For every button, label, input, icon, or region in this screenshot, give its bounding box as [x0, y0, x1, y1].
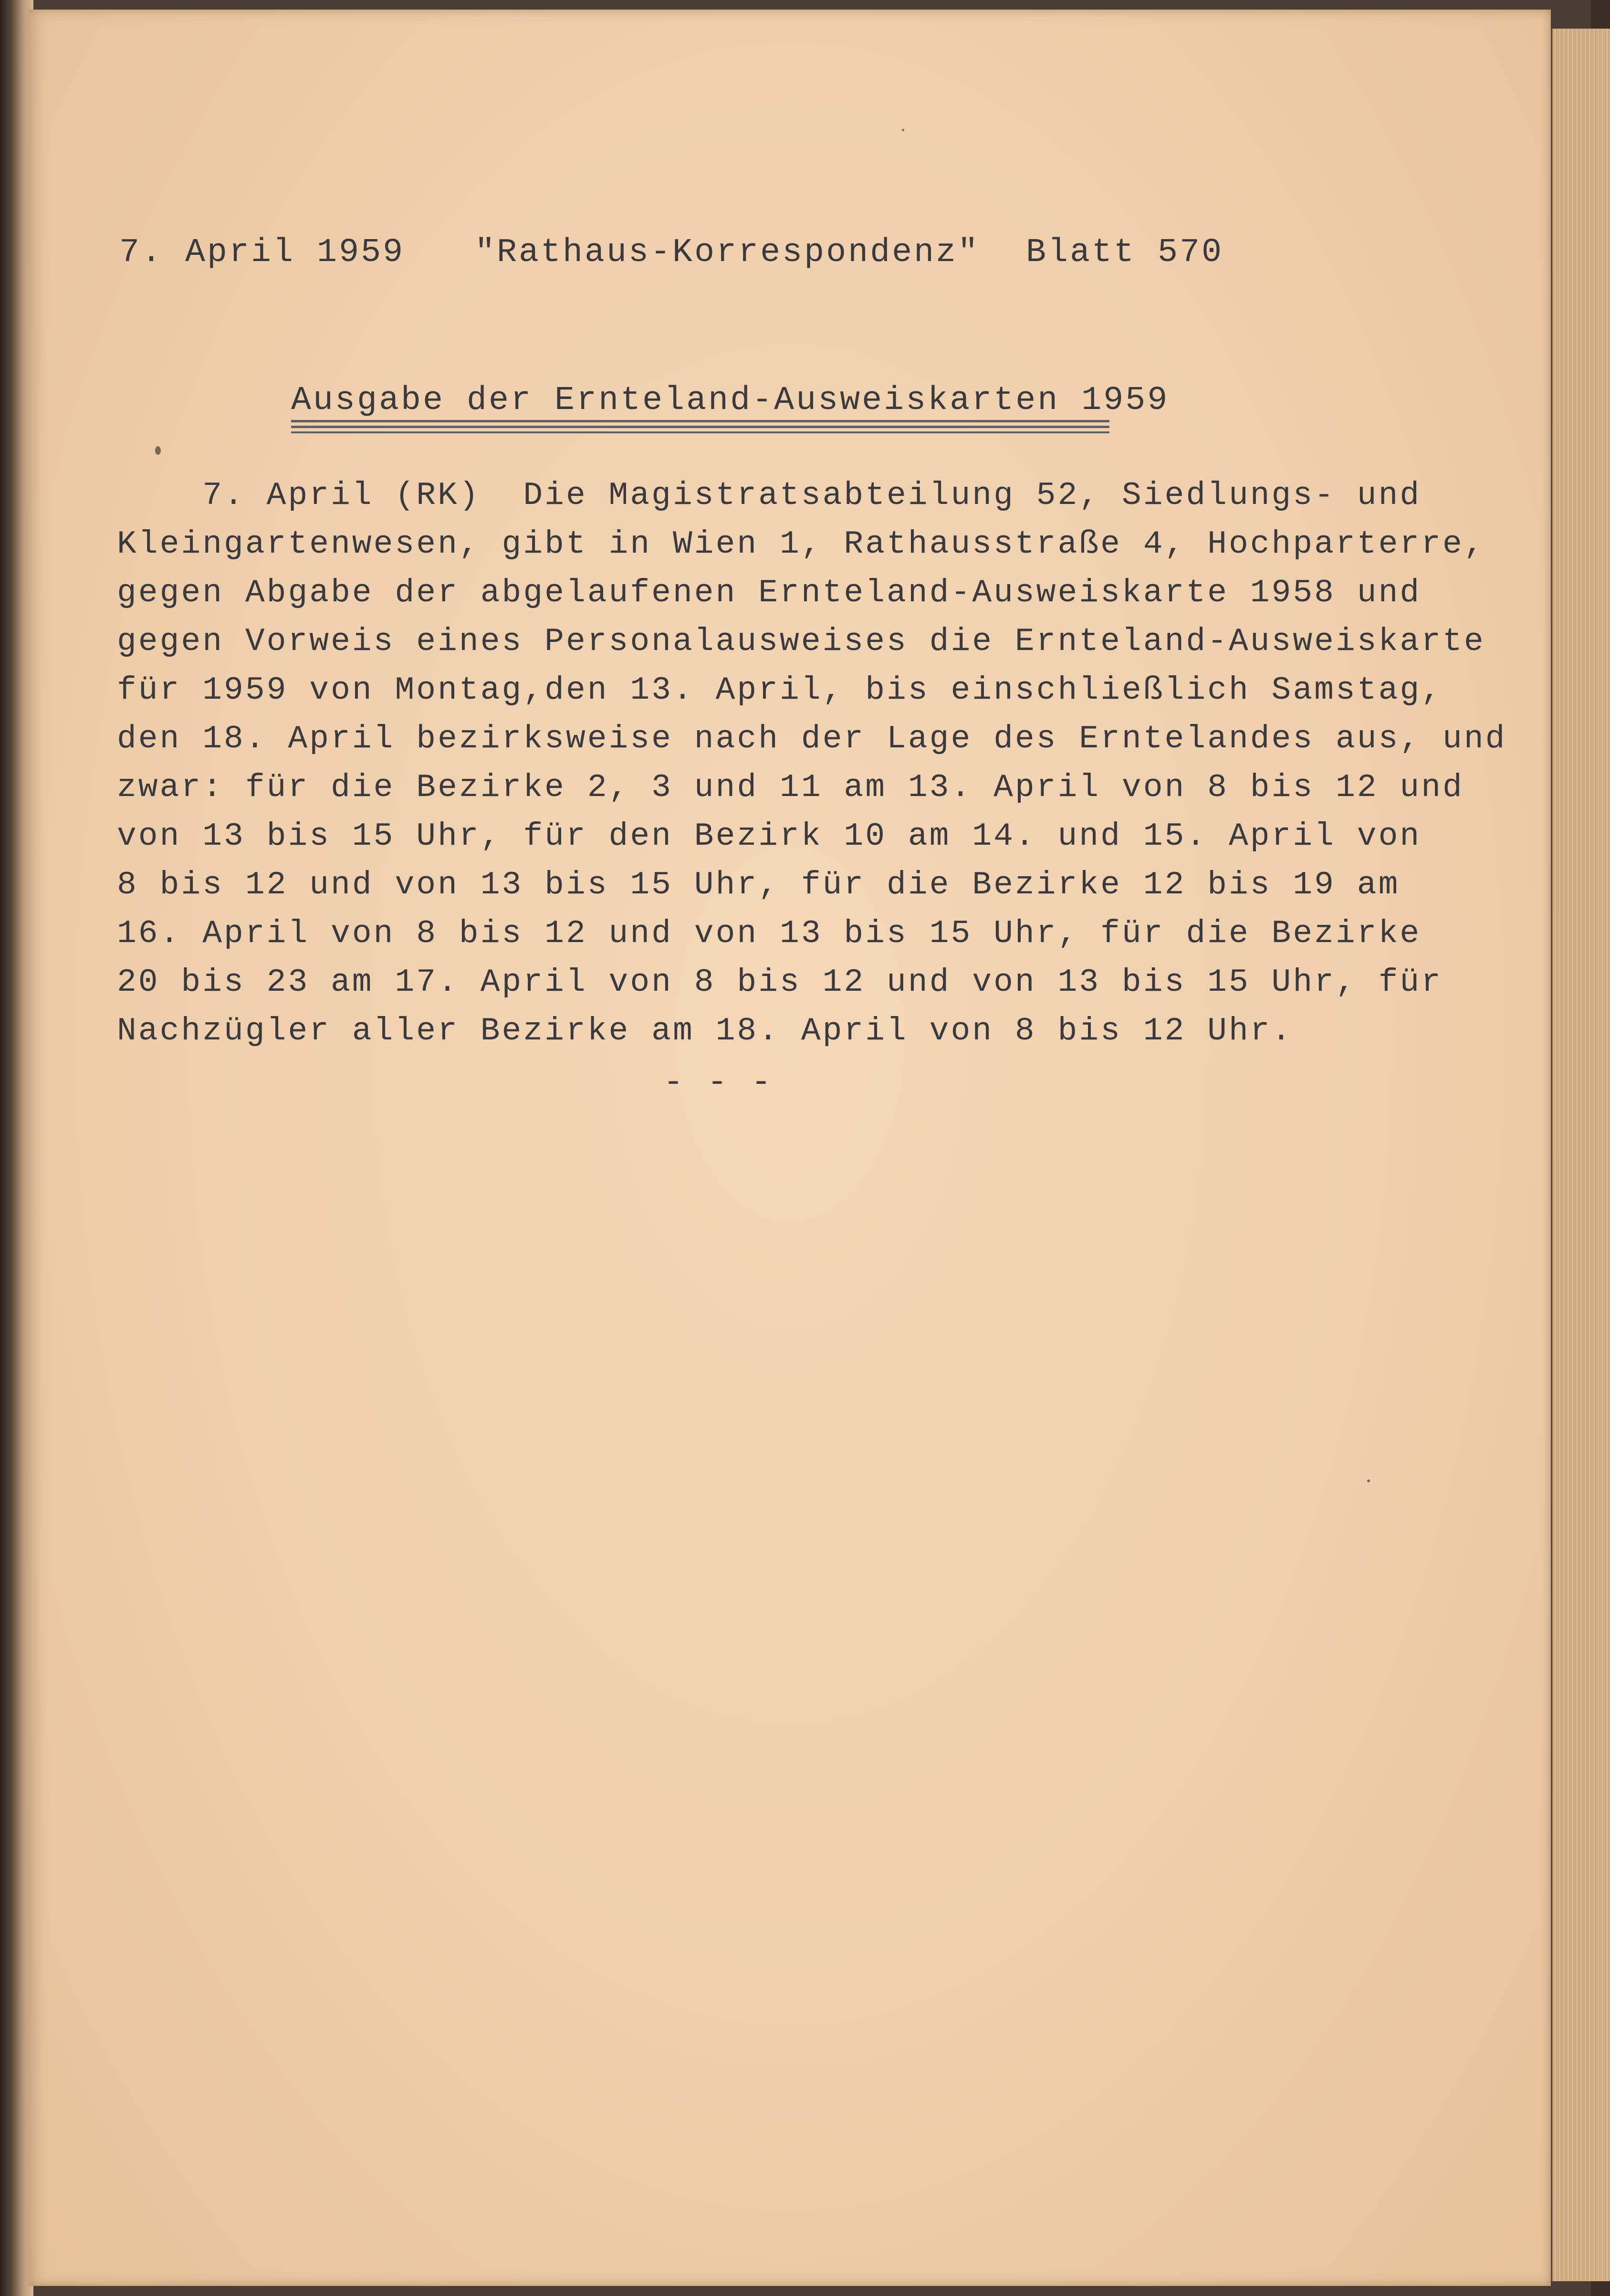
- body-line: 8 bis 12 und von 13 bis 15 Uhr, für die Bezirke 12 bis 19 am: [117, 867, 1400, 903]
- body-line: 20 bis 23 am 17. April von 8 bis 12 und von 13 bis 15 Uhr, für: [117, 964, 1443, 1001]
- body-line: zwar: für die Bezirke 2, 3 und 11 am 13. April von 8 bis 12 und: [117, 769, 1464, 806]
- body-line: von 13 bis 15 Uhr, für den Bezirk 10 am 14. und 15. April von: [117, 818, 1422, 855]
- body-line: den 18. April bezirksweise nach der Lage des Erntelandes aus, und: [117, 721, 1507, 757]
- title-double-underline: [291, 420, 1109, 433]
- body-line: 16. April von 8 bis 12 und von 13 bis 15 Uhr, für die Bezirke: [117, 915, 1422, 952]
- body-line: 7. April (RK) Die Magistratsabteilung 52, Siedlungs- und: [117, 477, 1422, 514]
- body-line: gegen Abgabe der abgelaufenen Ernteland-Ausweiskarte 1958 und: [117, 575, 1422, 611]
- article-body: [117, 477, 1507, 1064]
- document-page: [29, 10, 1551, 2286]
- article-title: Ausgabe der Ernteland-Ausweiskarten 1959: [291, 382, 1170, 419]
- body-line: Nachzügler aller Bezirke am 18. April von 8 bis 12 Uhr.: [117, 1013, 1293, 1049]
- page-stack-edge: [1552, 29, 1610, 2281]
- body-line: gegen Vorweis eines Personalausweises die Ernteland-Ausweiskarte: [117, 623, 1485, 660]
- paper-speck: [902, 129, 904, 131]
- header-date: 7. April 1959: [119, 234, 405, 272]
- paper-speck: [155, 446, 161, 455]
- body-line: für 1959 von Montag,den 13. April, bis einschließlich Samstag,: [117, 672, 1443, 709]
- header-sheet-number: Blatt 570: [1026, 234, 1224, 272]
- body-line: Kleingartenwesen, gibt in Wien 1, Rathausstraße 4, Hochparterre,: [117, 526, 1485, 563]
- end-mark: - - -: [663, 1064, 774, 1102]
- paper-speck: [1367, 1479, 1370, 1482]
- header-publication: "Rathaus-Korrespondenz": [475, 234, 980, 272]
